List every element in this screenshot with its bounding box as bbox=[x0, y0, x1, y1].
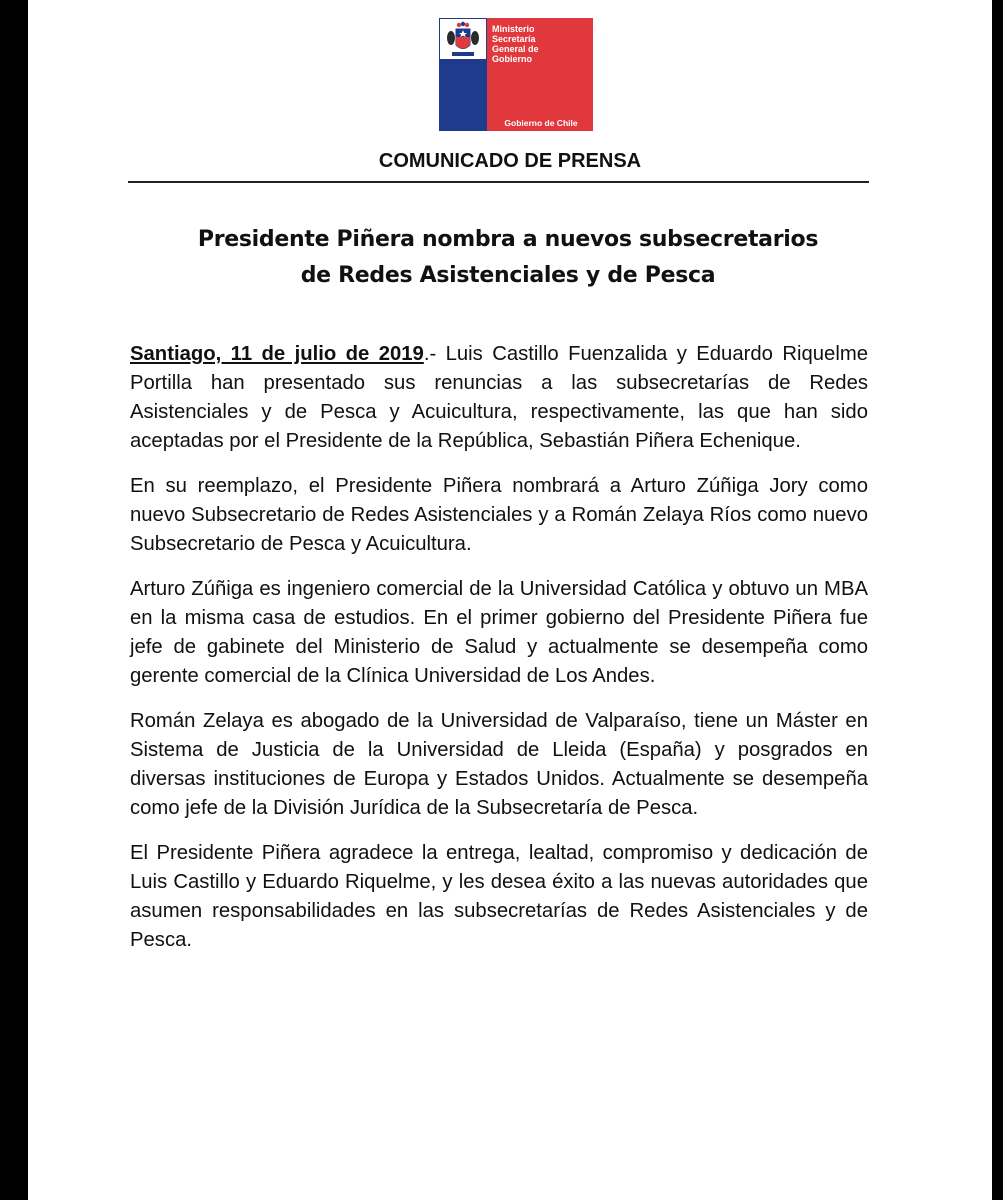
press-release-headline bbox=[158, 222, 858, 294]
government-name: Gobierno de Chile bbox=[504, 118, 578, 128]
body-paragraph: En su reemplazo, el Presidente Piñera nombrará a Arturo Zúñiga Jory como nuevo Subsecretario de Redes Asistenciales y a Román Zelaya Ríos como nuevo Subsecretario de Pesca y Acuicultura. bbox=[130, 475, 868, 555]
document-type-heading: COMUNICADO DE PRENSA bbox=[378, 150, 642, 172]
headline-line: de Redes Asistenciales y de Pesca bbox=[300, 263, 716, 288]
ministry-line: Gobierno bbox=[492, 54, 532, 64]
headline-line: Presidente Piñera nombra a nuevos subsecretarios bbox=[197, 227, 819, 252]
body-paragraph: Arturo Zúñiga es ingeniero comercial de la Universidad Católica y obtuvo un MBA en la misma casa de estudios. En el primer gobierno del Presidente Piñera fue jefe de gabinete del Ministerio de Salud y actualmente se desempeña como gerente comercial de la Clínica Universidad de Los Andes. bbox=[130, 578, 868, 687]
lead-text: .- Luis Castillo Fuenzalida y Eduardo Riquelme Portilla han presentado sus renuncias a las subsecretarías de Redes Asistenciales y de Pesca y Acuicultura, respectivamente, las que han sido aceptadas por el Presidente de la República, Sebastián Piñera Echenique. bbox=[130, 343, 868, 452]
government-logo bbox=[439, 18, 593, 131]
ministry-name bbox=[492, 24, 592, 64]
coat-of-arms-icon bbox=[440, 19, 486, 59]
lead-paragraph bbox=[130, 340, 868, 456]
body-paragraph: El Presidente Piñera agradece la entrega, lealtad, compromiso y dedicación de Luis Castillo y Eduardo Riquelme, y les desea éxito a las nuevas autoridades que asumen responsabilidades en las subsecretarías de Redes Asistenciales y de Pesca. bbox=[130, 842, 868, 951]
dateline: Santiago, 11 de julio de 2019 bbox=[130, 343, 424, 365]
press-release-body bbox=[130, 340, 868, 971]
ministry-line: Ministerio bbox=[492, 24, 535, 34]
ministry-line: General de bbox=[492, 44, 539, 54]
document-page bbox=[28, 0, 992, 1200]
body-paragraph: Román Zelaya es abogado de la Universidad de Valparaíso, tiene un Máster en Sistema de Justicia de la Universidad de Lleida (España) y posgrados en diversas instituciones de Europa y Estados Unidos. Actualmente se desempeña como jefe de la División Jurídica de la Subsecretaría de Pesca. bbox=[130, 710, 868, 819]
ministry-line: Secretaría bbox=[492, 34, 536, 44]
header-divider bbox=[128, 181, 869, 183]
